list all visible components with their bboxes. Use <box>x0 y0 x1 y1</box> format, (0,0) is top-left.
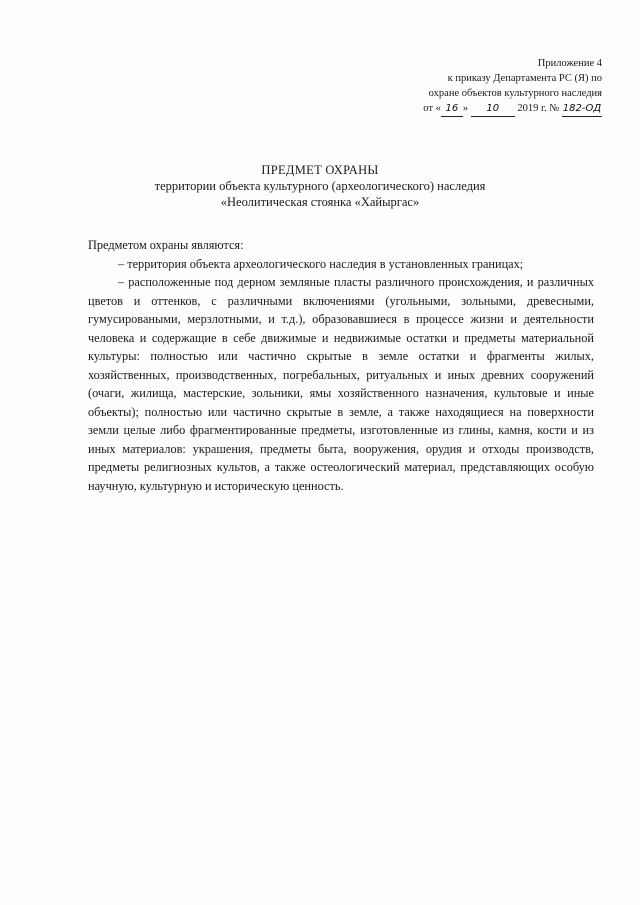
appendix-number: Приложение 4 <box>537 58 602 69</box>
title-site-name: «Неолитическая стоянка «Хайыргас» <box>220 195 420 209</box>
document-body <box>88 236 594 495</box>
order-date-line <box>392 101 602 117</box>
protection-item-territory: – территория объекта археологического наследия в установленных границах; <box>118 256 524 271</box>
order-day-handwritten: 16 <box>441 101 463 117</box>
document-title <box>0 162 640 210</box>
title-main: ПРЕДМЕТ ОХРАНЫ <box>261 163 379 177</box>
order-date-prefix: от « <box>423 103 441 114</box>
order-number-handwritten: 182-ОД <box>562 101 602 117</box>
order-date-quote: » <box>462 103 469 114</box>
title-subtitle: территории объекта культурного (археологического) наследия <box>154 179 486 193</box>
body-intro: Предметом охраны являются: <box>88 238 244 252</box>
order-year: 2019 г. № <box>517 103 560 114</box>
department-name: охране объектов культурного наследия <box>428 88 602 99</box>
appendix-header <box>392 56 602 117</box>
order-reference: к приказу Департамента РС (Я) по <box>447 73 602 84</box>
order-month-handwritten: 10 <box>471 101 515 117</box>
protection-item-layers: – расположенные под дерном земляные пласты различного происхождения, и различных цветов и оттенков, с различными включениями (угольными, зольными, древесными, гумусироваными, мерзлотными, и т.д.), образовавшиеся в процессе жизни и деятельности человека и содержащие в себе движимые и недвижимые остатки и предметы материальной культуры: полностью или частично скрытые в земле остатки и фрагменты жилых, хозяйственных, производственных, погребальных, ритуальных и иных древних сооружений (очаги, жилища, мастерские, зольники, ямы хозяйственного назначения, культовые и иные объекты); полностью или частично скрытые в земле, а также находящиеся на поверхности земли целые либо фрагментированные предметы, изготовленные из глины, камня, кости и из иных материалов: украшения, предметы быта, вооружения, орудия и отходы производств, предметы религиозных культов, а также остеологический материал, представляющих особую научную, культурную и историческую ценность. <box>88 275 594 493</box>
